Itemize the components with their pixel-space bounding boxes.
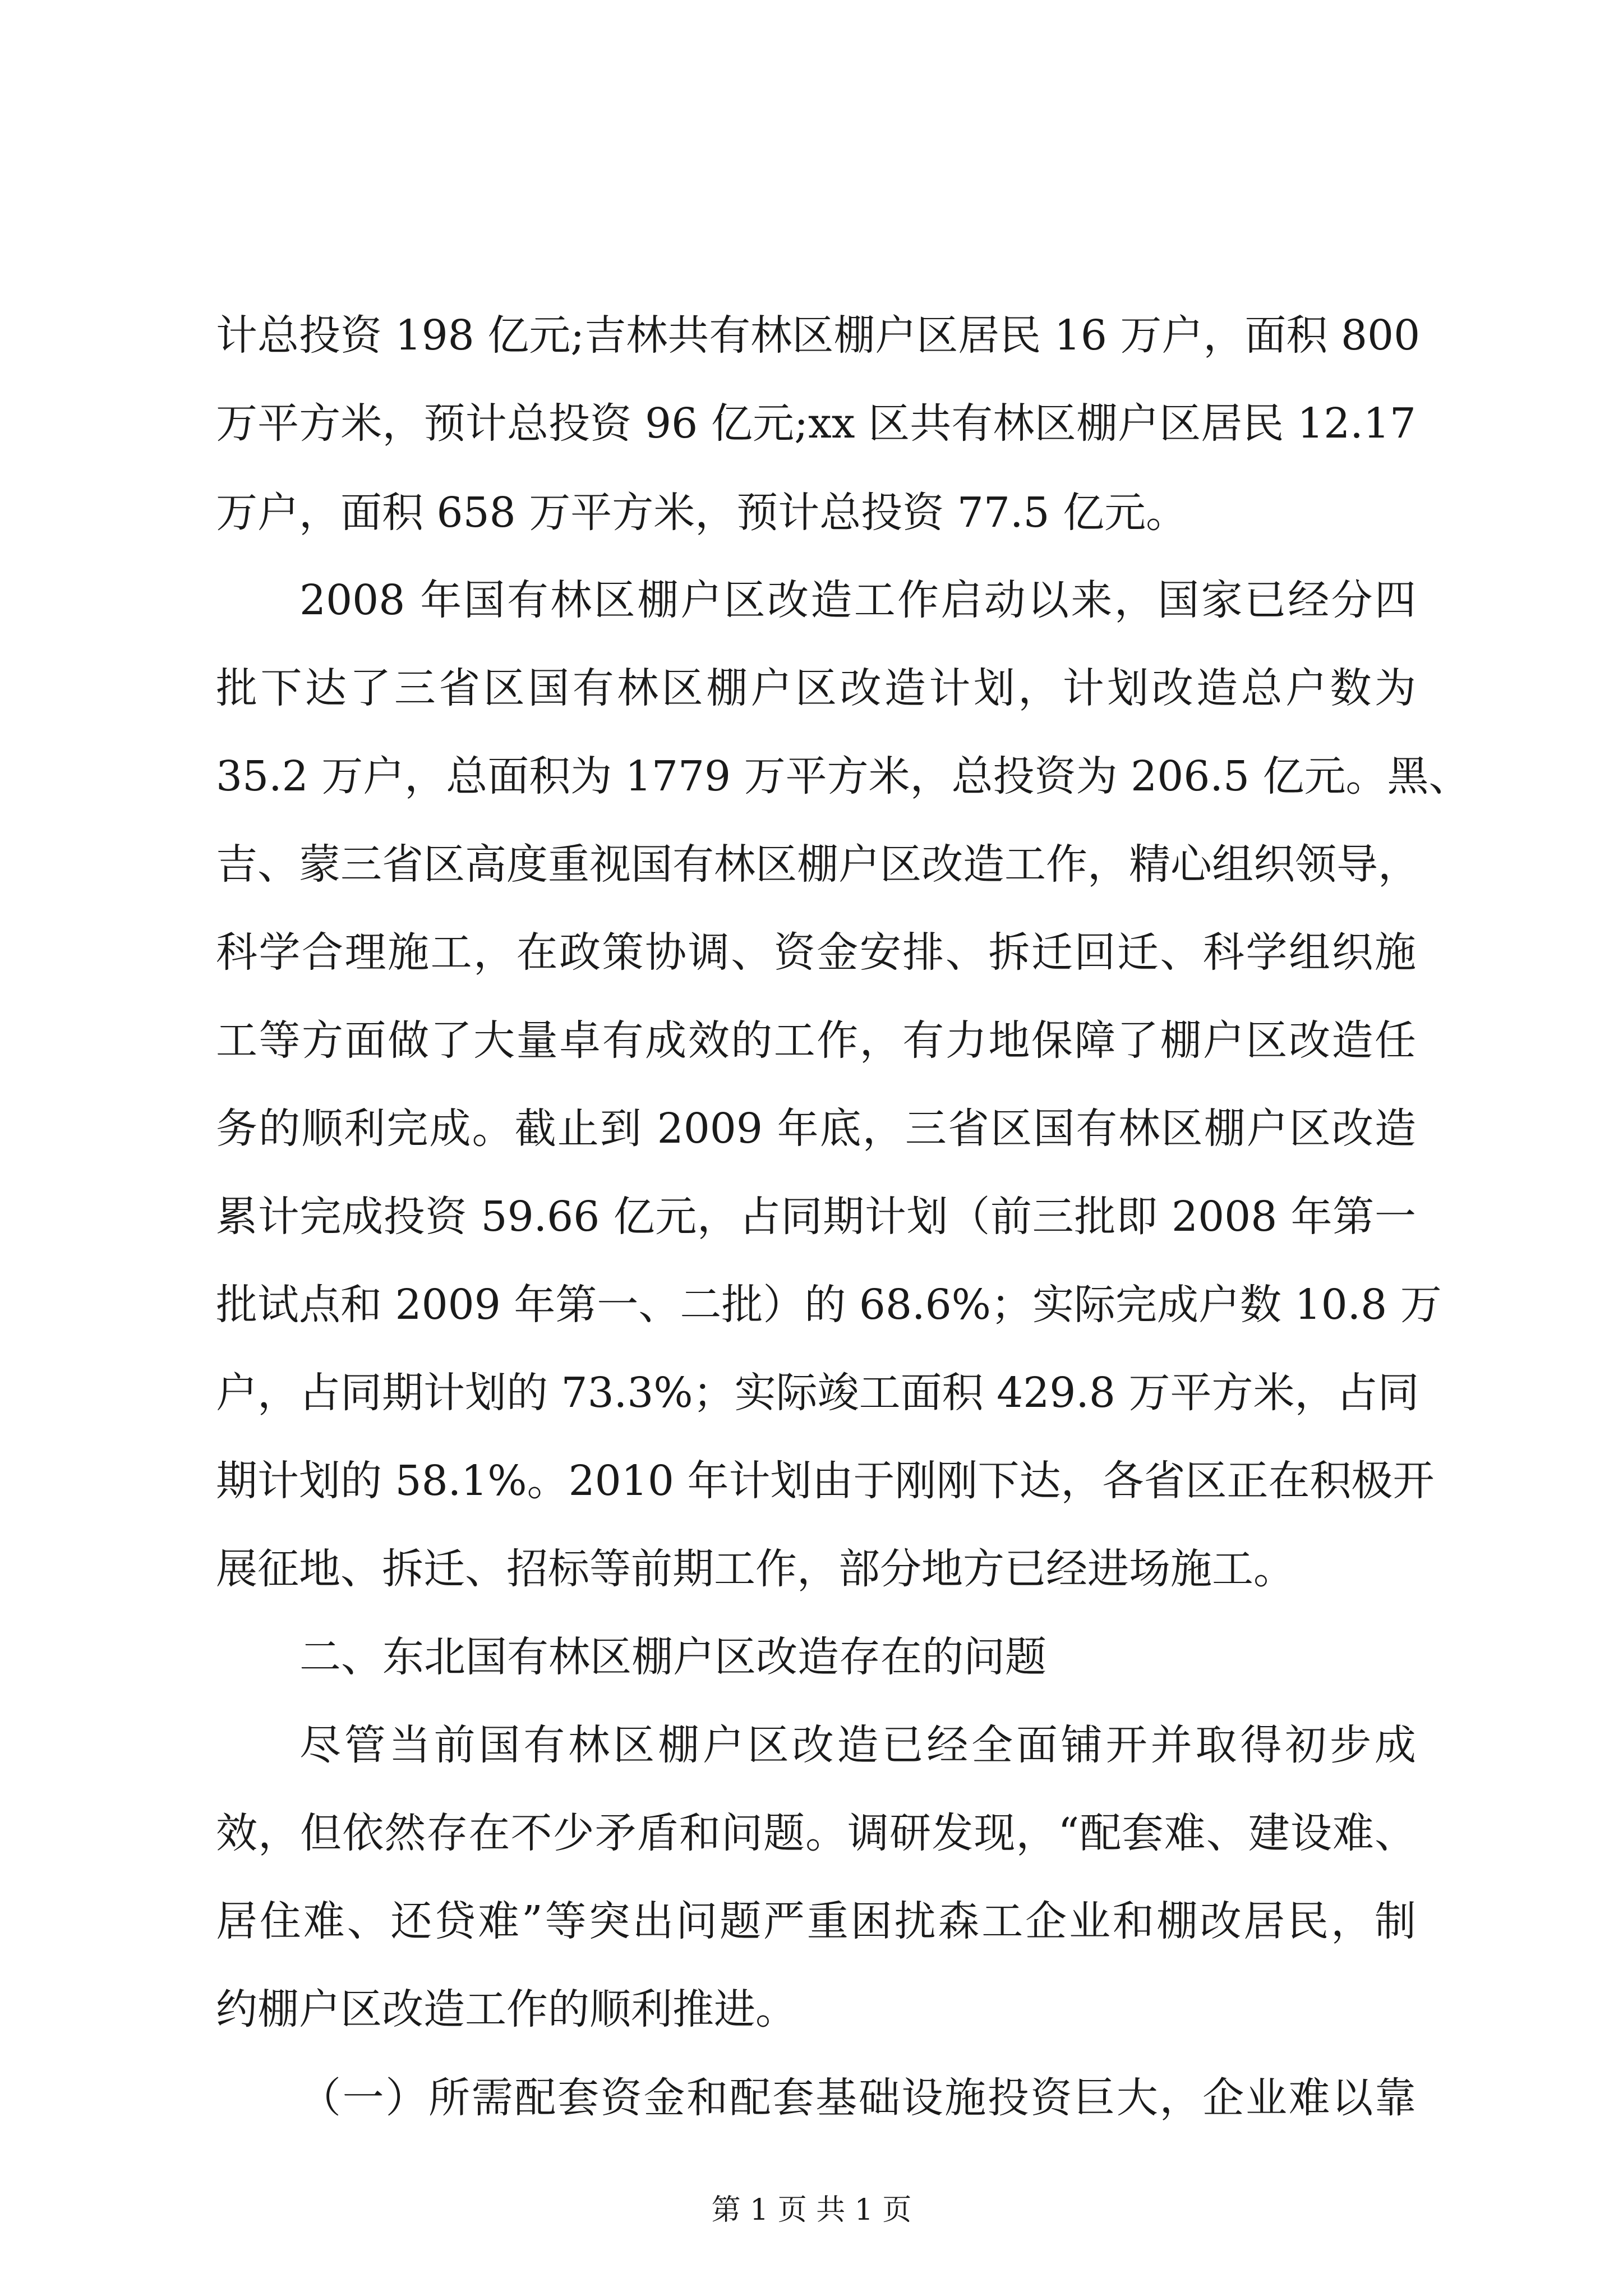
- text-line: 户，占同期计划的 73.3%；实际竣工面积 429.8 万平方米，占同: [216, 1369, 1419, 1417]
- text-line: 批下达了三省区国有林区棚户区改造计划，计划改造总户数为: [216, 664, 1416, 712]
- page-footer: 第 1 页 共 1 页: [711, 2193, 912, 2227]
- text-line: 批试点和 2009 年第一、二批）的 68.6%；实际完成户数 10.8 万: [216, 1281, 1442, 1329]
- text-line: 万平方米，预计总投资 96 亿元;xx 区共有林区棚户区居民 12.17: [216, 399, 1416, 448]
- text-line: 科学合理施工，在政策协调、资金安排、拆迁回迁、科学组织施: [216, 928, 1416, 977]
- paragraph-first-line: 尽管当前国有林区棚户区改造已经全面铺开并取得初步成: [299, 1721, 1416, 1769]
- subsection-heading: （一）所需配套资金和配套基础设施投资巨大，企业难以靠: [299, 2074, 1416, 2122]
- section-heading: 二、东北国有林区棚户区改造存在的问题: [299, 1633, 1046, 1681]
- text-line: 居住难、还贷难”等突出问题严重困扰森工企业和棚改居民，制: [216, 1897, 1416, 1945]
- text-line: 计总投资 198 亿元;吉林共有林区棚户区居民 16 万户，面积 800: [216, 311, 1421, 360]
- text-line: 35.2 万户，总面积为 1779 万平方米，总投资为 206.5 亿元。黑、: [216, 752, 1470, 800]
- text-line: 期计划的 58.1%。2010 年计划由于刚刚下达，各省区正在积极开: [216, 1457, 1435, 1505]
- text-line: 约棚户区改造工作的顺利推进。: [216, 1985, 797, 2033]
- text-line: 工等方面做了大量卓有成效的工作，有力地保障了棚户区改造任: [216, 1016, 1416, 1065]
- text-line: 效，但依然存在不少矛盾和问题。调研发现，“配套难、建设难、: [216, 1809, 1416, 1857]
- text-line: 吉、蒙三省区高度重视国有林区棚户区改造工作，精心组织领导，: [216, 840, 1419, 889]
- paragraph-first-line: 2008 年国有林区棚户区改造工作启动以来，国家已经分四: [299, 576, 1416, 624]
- text-line: 累计完成投资 59.66 亿元，占同期计划（前三批即 2008 年第一: [216, 1193, 1416, 1241]
- text-line: 展征地、拆迁、招标等前期工作，部分地方已经进场施工。: [216, 1545, 1295, 1593]
- text-line: 务的顺利完成。截止到 2009 年底，三省区国有林区棚户区改造: [216, 1105, 1416, 1153]
- text-line: 万户，面积 658 万平方米，预计总投资 77.5 亿元。: [216, 489, 1188, 537]
